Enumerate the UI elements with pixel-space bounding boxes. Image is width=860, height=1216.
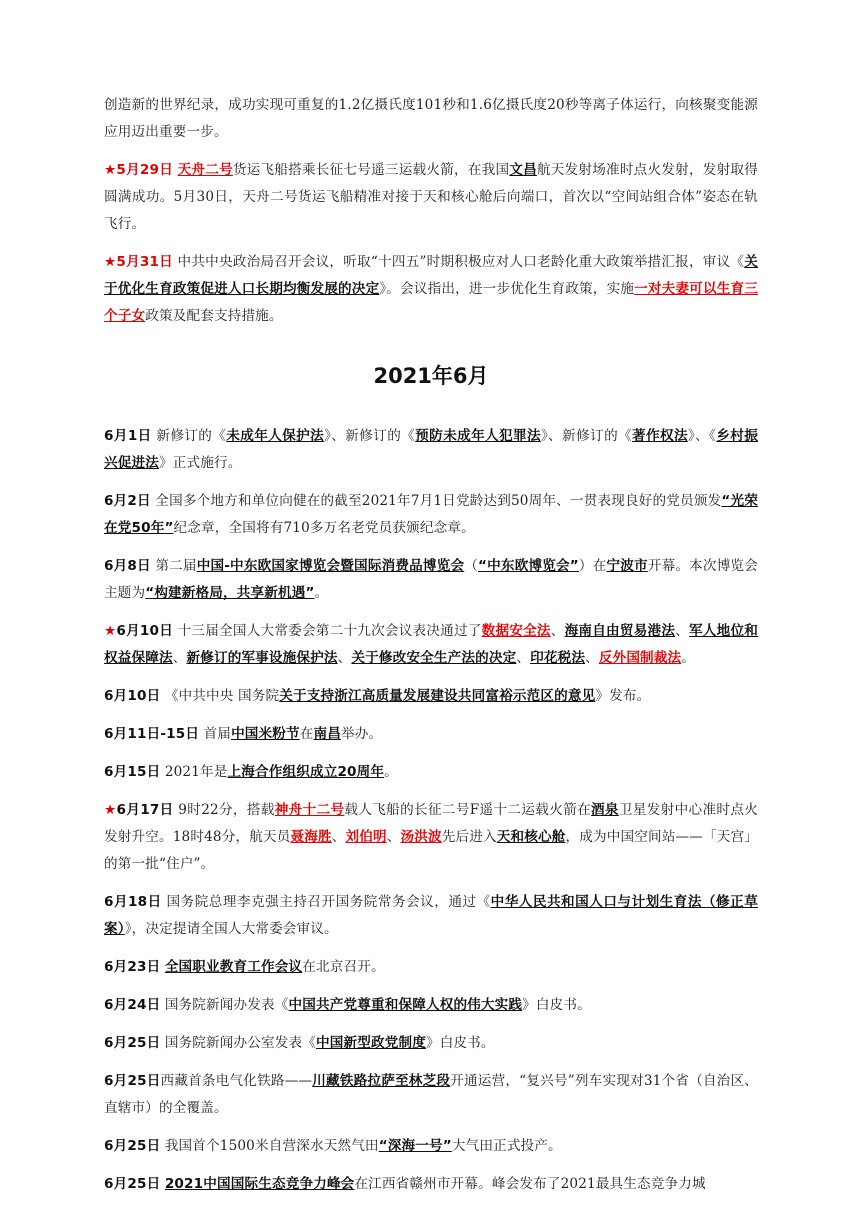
keyword: 中国-中东欧国家博览会暨国际消费品博览会 (196, 558, 465, 574)
entry-jun-11 (104, 721, 758, 748)
keyword: 中国新型政党制度 (316, 1035, 426, 1051)
keyword: 乡村振兴促进法 (104, 428, 758, 471)
keyword: 军人地位和权益保障法 (104, 623, 759, 666)
keyword-red: 反外国制裁法 (598, 650, 682, 666)
entry-jun-10-laws (104, 618, 758, 672)
entry-text: 《中共中央 国务院 (164, 688, 280, 704)
entry-text: 政策及配套支持措施。 (145, 308, 283, 324)
keyword-red: 天舟二号 (177, 162, 233, 178)
keyword: “光荣在党50年” (104, 493, 758, 536)
keyword-red: 汤洪波 (400, 829, 442, 845)
entry-date: 6月10日 (116, 623, 174, 639)
entry-text: 、 (516, 650, 531, 666)
keyword: 酒泉 (591, 802, 619, 818)
section-title: 2021年6月 (373, 364, 489, 388)
entry-text: 2021年是 (164, 764, 228, 780)
entry-jun-1 (104, 423, 758, 477)
entry-jun-25-railway (104, 1068, 758, 1122)
keyword: 印花税法 (530, 650, 586, 666)
entry-text: 、 (172, 650, 187, 666)
keyword-red: 刘伯明 (345, 829, 387, 845)
entry-text: 新修订的《 (156, 428, 227, 444)
entry-text: 、 (675, 623, 689, 639)
entry-text: 。 (681, 650, 696, 666)
entry-text: 开通运营，“复兴号”列车实现对31个省（自治区、直辖市）的全覆盖。 (104, 1073, 759, 1116)
entry-text: （ (464, 558, 479, 574)
keyword: “构建新格局，共享新机遇” (145, 585, 315, 601)
entry-jun-24 (104, 992, 758, 1019)
entry-text: 、 (331, 829, 346, 845)
entry-text: 》，决定提请全国人大常委会审议。 (124, 921, 338, 937)
entry-date: 6月25日 (104, 1176, 161, 1192)
entry-text: 第二届 (155, 558, 197, 574)
entry-text: ）在 (578, 558, 607, 574)
entry-text: 货运飞船搭乘长征七号遥三运载火箭，在我国 (232, 162, 510, 178)
entry-text: 先后进入 (441, 829, 497, 845)
entry-jun-25-whitepaper (104, 1030, 758, 1057)
entry-text: 我国首个1500米自营深水天然气田 (164, 1138, 379, 1154)
document-page (104, 92, 758, 1209)
keyword: 著作权法 (632, 428, 688, 444)
entry-jun-18 (104, 889, 758, 943)
entry-text: 国务院总理李克强主持召开国务院常务会议，通过《 (166, 894, 491, 910)
keyword: 预防未成年人犯罪法 (415, 428, 541, 444)
entry-text: 》正式施行。 (158, 455, 242, 471)
entry-text: 纪念章，全国将有710多万名老党员获颁纪念章。 (173, 520, 475, 536)
entry-text: 大气田正式投产。 (451, 1138, 562, 1154)
entry-jun-8 (104, 553, 758, 607)
entry-text: 中共中央政治局召开会议，听取“十四五”时期积极应对人口老龄化重大政策举措汇报，审议《 (177, 254, 745, 270)
entry-text: 》、《 (687, 428, 717, 444)
entry-text: 航天发射场准时点火发射，发射取得圆满成功。5月30日，天舟二号货运飞船精准对接于天和核心舱后向端口，首次以“空间站组合体”姿态在轨飞行。 (104, 162, 758, 232)
keyword: 关于优化生育政策促进人口长期均衡发展的决定 (104, 254, 758, 297)
keyword-red: 数据安全法 (481, 623, 551, 639)
keyword: 宁波市 (606, 558, 648, 574)
keyword: 关于修改安全生产法的决定 (351, 650, 517, 666)
entry-date: 6月2日 (104, 493, 151, 509)
entry-text: 国务院新闻办公室发表《 (164, 1035, 316, 1051)
entry-may-29 (104, 157, 758, 238)
star-icon: ★ (104, 254, 117, 270)
keyword-red: 神舟十二号 (274, 802, 345, 818)
keyword: 未成年人保护法 (226, 428, 325, 444)
keyword: 天和核心舱 (496, 829, 566, 845)
entry-may-31 (104, 249, 758, 330)
entry-text: 、 (585, 650, 599, 666)
entry-text: 》、新修订的《 (324, 428, 416, 444)
keyword: 关于支持浙江高质量发展建设共同富裕示范区的意见 (279, 688, 596, 704)
entry-text: 、 (550, 623, 565, 639)
star-icon: ★ (104, 802, 117, 818)
keyword: “深海一号” (378, 1138, 452, 1154)
entry-text: 、 (337, 650, 352, 666)
entry-text: 十三届全国人大常委会第二十九次会议表决通过了 (177, 623, 482, 639)
keyword: 中国米粉节 (231, 726, 300, 742)
entry-date: 6月15日 (104, 764, 161, 780)
entry-text: 、 (386, 829, 401, 845)
keyword: 2021中国国际生态竞争力峰会 (164, 1176, 355, 1192)
keyword: 中国共产党尊重和保障人权的伟大实践 (288, 997, 523, 1013)
entry-date: 6月1日 (104, 428, 152, 444)
entry-jun-10-zhejiang (104, 683, 758, 710)
keyword: 川藏铁路拉萨至林芝段 (312, 1073, 451, 1089)
entry-text: 举办。 (341, 726, 383, 742)
entry-text: 西藏首条电气化铁路—— (160, 1073, 313, 1089)
star-icon: ★ (104, 623, 117, 639)
entry-date: 6月10日 (104, 688, 161, 704)
entry-text: 在江西省赣州市开幕。峰会发布了2021最具生态竞争力城 (354, 1176, 706, 1192)
entry-text: 全国多个地方和单位向健在的截至2021年7月1日党龄达到50周年、一贯表现良好的党员颁发 (155, 493, 722, 509)
keyword: 南昌 (313, 726, 342, 742)
entry-date: 6月23日 (104, 959, 161, 975)
keyword-red: 聂海胜 (290, 829, 332, 845)
entry-jun-25-gasfield (104, 1133, 758, 1160)
entry-jun-17 (104, 797, 758, 878)
entry-jun-25-summit (104, 1171, 758, 1198)
entry-text: 在北京召开。 (302, 959, 385, 975)
keyword: 新修订的军事设施保护法 (186, 650, 338, 666)
entry-text: 卫星发射中心准时点火发射升空。18时48分，航天员 (104, 802, 759, 845)
entry-jun-15 (104, 759, 758, 786)
entry-text: 在 (299, 726, 314, 742)
entry-jun-2 (104, 488, 758, 542)
entry-text: 》、新修订的《 (540, 428, 633, 444)
entry-text: 。 (314, 585, 329, 601)
entry-date: 5月29日 (116, 162, 174, 178)
keyword: 全国职业教育工作会议 (164, 959, 303, 975)
entry-text: 国务院新闻办发表《 (164, 997, 289, 1013)
entry-text: ，成为中国空间站——「天宫」的第一批“住户”。 (104, 829, 758, 872)
keyword: 上海合作组织成立20周年 (227, 764, 385, 780)
entry-date: 6月24日 (104, 997, 161, 1013)
keyword: 文昌 (509, 162, 537, 178)
entry-text: 载人飞船的长征二号F遥十二运载火箭在 (344, 802, 591, 818)
entry-date: 6月25日 (104, 1073, 161, 1089)
keyword: 中华人民共和国人口与计划生育法（修正草案） (104, 894, 758, 937)
entry-text: 》白皮书。 (425, 1035, 495, 1051)
entry-date: 6月25日 (104, 1138, 161, 1154)
keyword: 海南自由贸易港法 (564, 623, 676, 639)
entry-text: 创造新的世界纪录，成功实现可重复的1.2亿摄氏度101秒和1.6亿摄氏度20秒等离子体运行，向核聚变能源应用迈出重要一步。 (104, 97, 758, 140)
entry-text: 9时22分，搭载 (178, 802, 275, 818)
keyword-red: 一对夫妻可以生育三个子女 (104, 281, 758, 324)
entry-date: 6月17日 (116, 802, 174, 818)
entry-text: 》。会议指出，进一步优化生育政策，实施 (379, 281, 635, 297)
entry-date: 6月25日 (104, 1035, 161, 1051)
keyword: “中东欧博览会” (478, 558, 579, 574)
entry-date: 5月31日 (116, 254, 173, 270)
star-icon: ★ (104, 162, 117, 178)
entry-text: 。 (384, 764, 398, 780)
entry-date: 6月18日 (104, 894, 162, 910)
entry-jun-23 (104, 954, 758, 981)
entry-date: 6月11日-15日 (104, 726, 200, 742)
entry-text: 》白皮书。 (522, 997, 591, 1013)
entry-continuation (104, 92, 758, 146)
entry-date: 6月8日 (104, 558, 151, 574)
entry-text: 》发布。 (595, 688, 651, 704)
entry-text: 开幕。本次博览会主题为 (104, 558, 758, 601)
entry-text: 首届 (203, 726, 232, 742)
